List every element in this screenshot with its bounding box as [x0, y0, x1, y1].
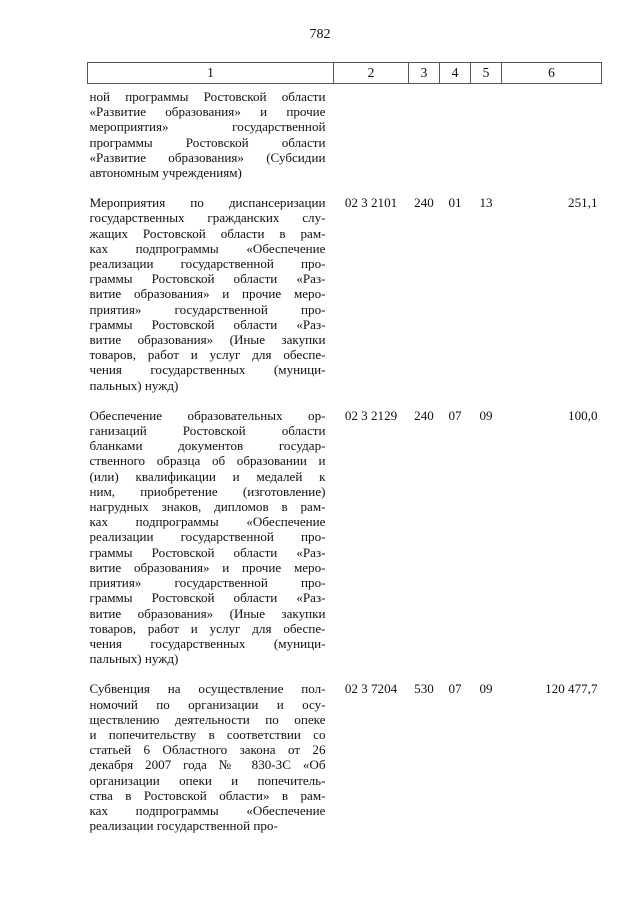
description-line: организации опеки и попечитель-: [89, 772, 326, 788]
row-subsection: 09: [479, 407, 493, 423]
description-line: автономным учреждениям): [89, 165, 242, 181]
header-col-2: 2: [334, 63, 409, 84]
description-line: граммы Ростовской области «Раз-: [89, 544, 326, 560]
row-amount: 251,1: [568, 195, 598, 211]
row-expense-type: [409, 84, 440, 181]
row-amount: 120 477,7: [545, 681, 598, 697]
description-line: ства в Ростовской области» в рам-: [89, 787, 326, 803]
description-line: витие образования» (Иные закупки: [89, 605, 326, 621]
description-line: ним, приобретение (изготовление): [89, 483, 326, 499]
description-line: реализации государственной про-: [89, 529, 326, 545]
description-line: ках подпрограммы «Обеспечение: [89, 240, 326, 256]
description-line: мероприятия» государственной: [89, 119, 326, 135]
description-line: и попечительству в соответствии со: [89, 726, 326, 742]
description-line: «Развитие образования» и прочие: [89, 104, 326, 120]
description-line: ганизаций Ростовской области: [89, 423, 326, 439]
table-row: [88, 393, 602, 666]
header-row: [88, 63, 602, 84]
row-description: [88, 180, 334, 393]
description-line: (или) квалификации и медалей к: [89, 468, 326, 484]
header-col-5: 5: [471, 63, 502, 84]
row-subsection: 13: [479, 195, 493, 211]
row-expense-type: 240: [414, 195, 434, 211]
budget-table: [87, 62, 602, 833]
row-expense-type: 530: [414, 681, 434, 697]
row-target-code: [334, 84, 409, 181]
description-line: витие образования» и прочие меро-: [89, 559, 326, 575]
row-amount: [502, 84, 602, 181]
table-row: [88, 180, 602, 393]
description-line: чения государственных (муници-: [89, 635, 326, 651]
table-row: [88, 84, 602, 181]
header-col-4: 4: [440, 63, 471, 84]
description-line: чения государственных (муници-: [89, 362, 326, 378]
description-line: декабря 2007 года № 830-ЗС «Об: [89, 757, 326, 773]
row-section: 07: [448, 407, 462, 423]
description-line: приятия» государственной про-: [89, 301, 326, 317]
row-subsection: 09: [479, 681, 493, 697]
row-section: 07: [448, 681, 462, 697]
description-line: государственных гражданских слу-: [89, 210, 326, 226]
row-target-code: 02 3 7204: [344, 681, 398, 697]
row-section: 01: [448, 195, 462, 211]
header-col-3: 3: [409, 63, 440, 84]
description-line: пальных) нужд): [89, 651, 179, 667]
row-expense-type: 240: [414, 407, 434, 423]
description-line: товаров, работ и услуг для обеспе-: [89, 347, 326, 363]
description-line: витие образования» и прочие меро-: [89, 286, 326, 302]
header-col-6: 6: [502, 63, 602, 84]
description-line: граммы Ростовской области «Раз-: [89, 590, 326, 606]
description-line: нагрудных знаков, дипломов в рам-: [89, 499, 326, 515]
row-target-code: 02 3 2101: [344, 195, 398, 211]
description-line: ках подпрограммы «Обеспечение: [89, 802, 326, 818]
description-line: ной программы Ростовской области: [89, 89, 326, 104]
row-section: [440, 84, 471, 181]
description-line: программы Ростовской области: [89, 134, 326, 150]
description-line: реализации государственной про-: [89, 818, 278, 834]
description-line: номочий по организации и осу-: [89, 696, 326, 712]
description-line: Мероприятия по диспансеризации: [89, 195, 326, 211]
description-line: граммы Ростовской области «Раз-: [89, 316, 326, 332]
description-line: витие образования» (Иные закупки: [89, 332, 326, 348]
description-line: ществлению деятельности по опеке: [89, 711, 326, 727]
description-line: Субвенция на осуществление пол-: [89, 681, 326, 697]
description-line: бланками документов государ-: [89, 438, 326, 454]
row-description: [88, 84, 334, 181]
page-number: 782: [309, 27, 331, 42]
description-line: ках подпрограммы «Обеспечение: [89, 514, 326, 530]
row-amount: 100,0: [568, 407, 598, 423]
description-line: товаров, работ и услуг для обеспе-: [89, 620, 326, 636]
row-subsection: [471, 84, 502, 181]
row-description: [88, 666, 334, 833]
description-line: Обеспечение образовательных ор-: [89, 407, 326, 423]
description-line: ственного образца об образовании и: [89, 453, 326, 469]
row-description: [88, 393, 334, 666]
description-line: «Развитие образования» (Субсидии: [89, 149, 326, 165]
description-line: жащих Ростовской области в рам-: [89, 225, 326, 241]
description-line: статьей 6 Областного закона от 26: [89, 742, 326, 758]
description-line: граммы Ростовской области «Раз-: [89, 271, 326, 287]
table-row: [88, 666, 602, 833]
row-target-code: 02 3 2129: [344, 407, 398, 423]
description-line: приятия» государственной про-: [89, 575, 326, 591]
description-line: пальных) нужд): [89, 377, 179, 393]
header-col-1: 1: [88, 63, 334, 84]
description-line: реализации государственной про-: [89, 256, 326, 272]
